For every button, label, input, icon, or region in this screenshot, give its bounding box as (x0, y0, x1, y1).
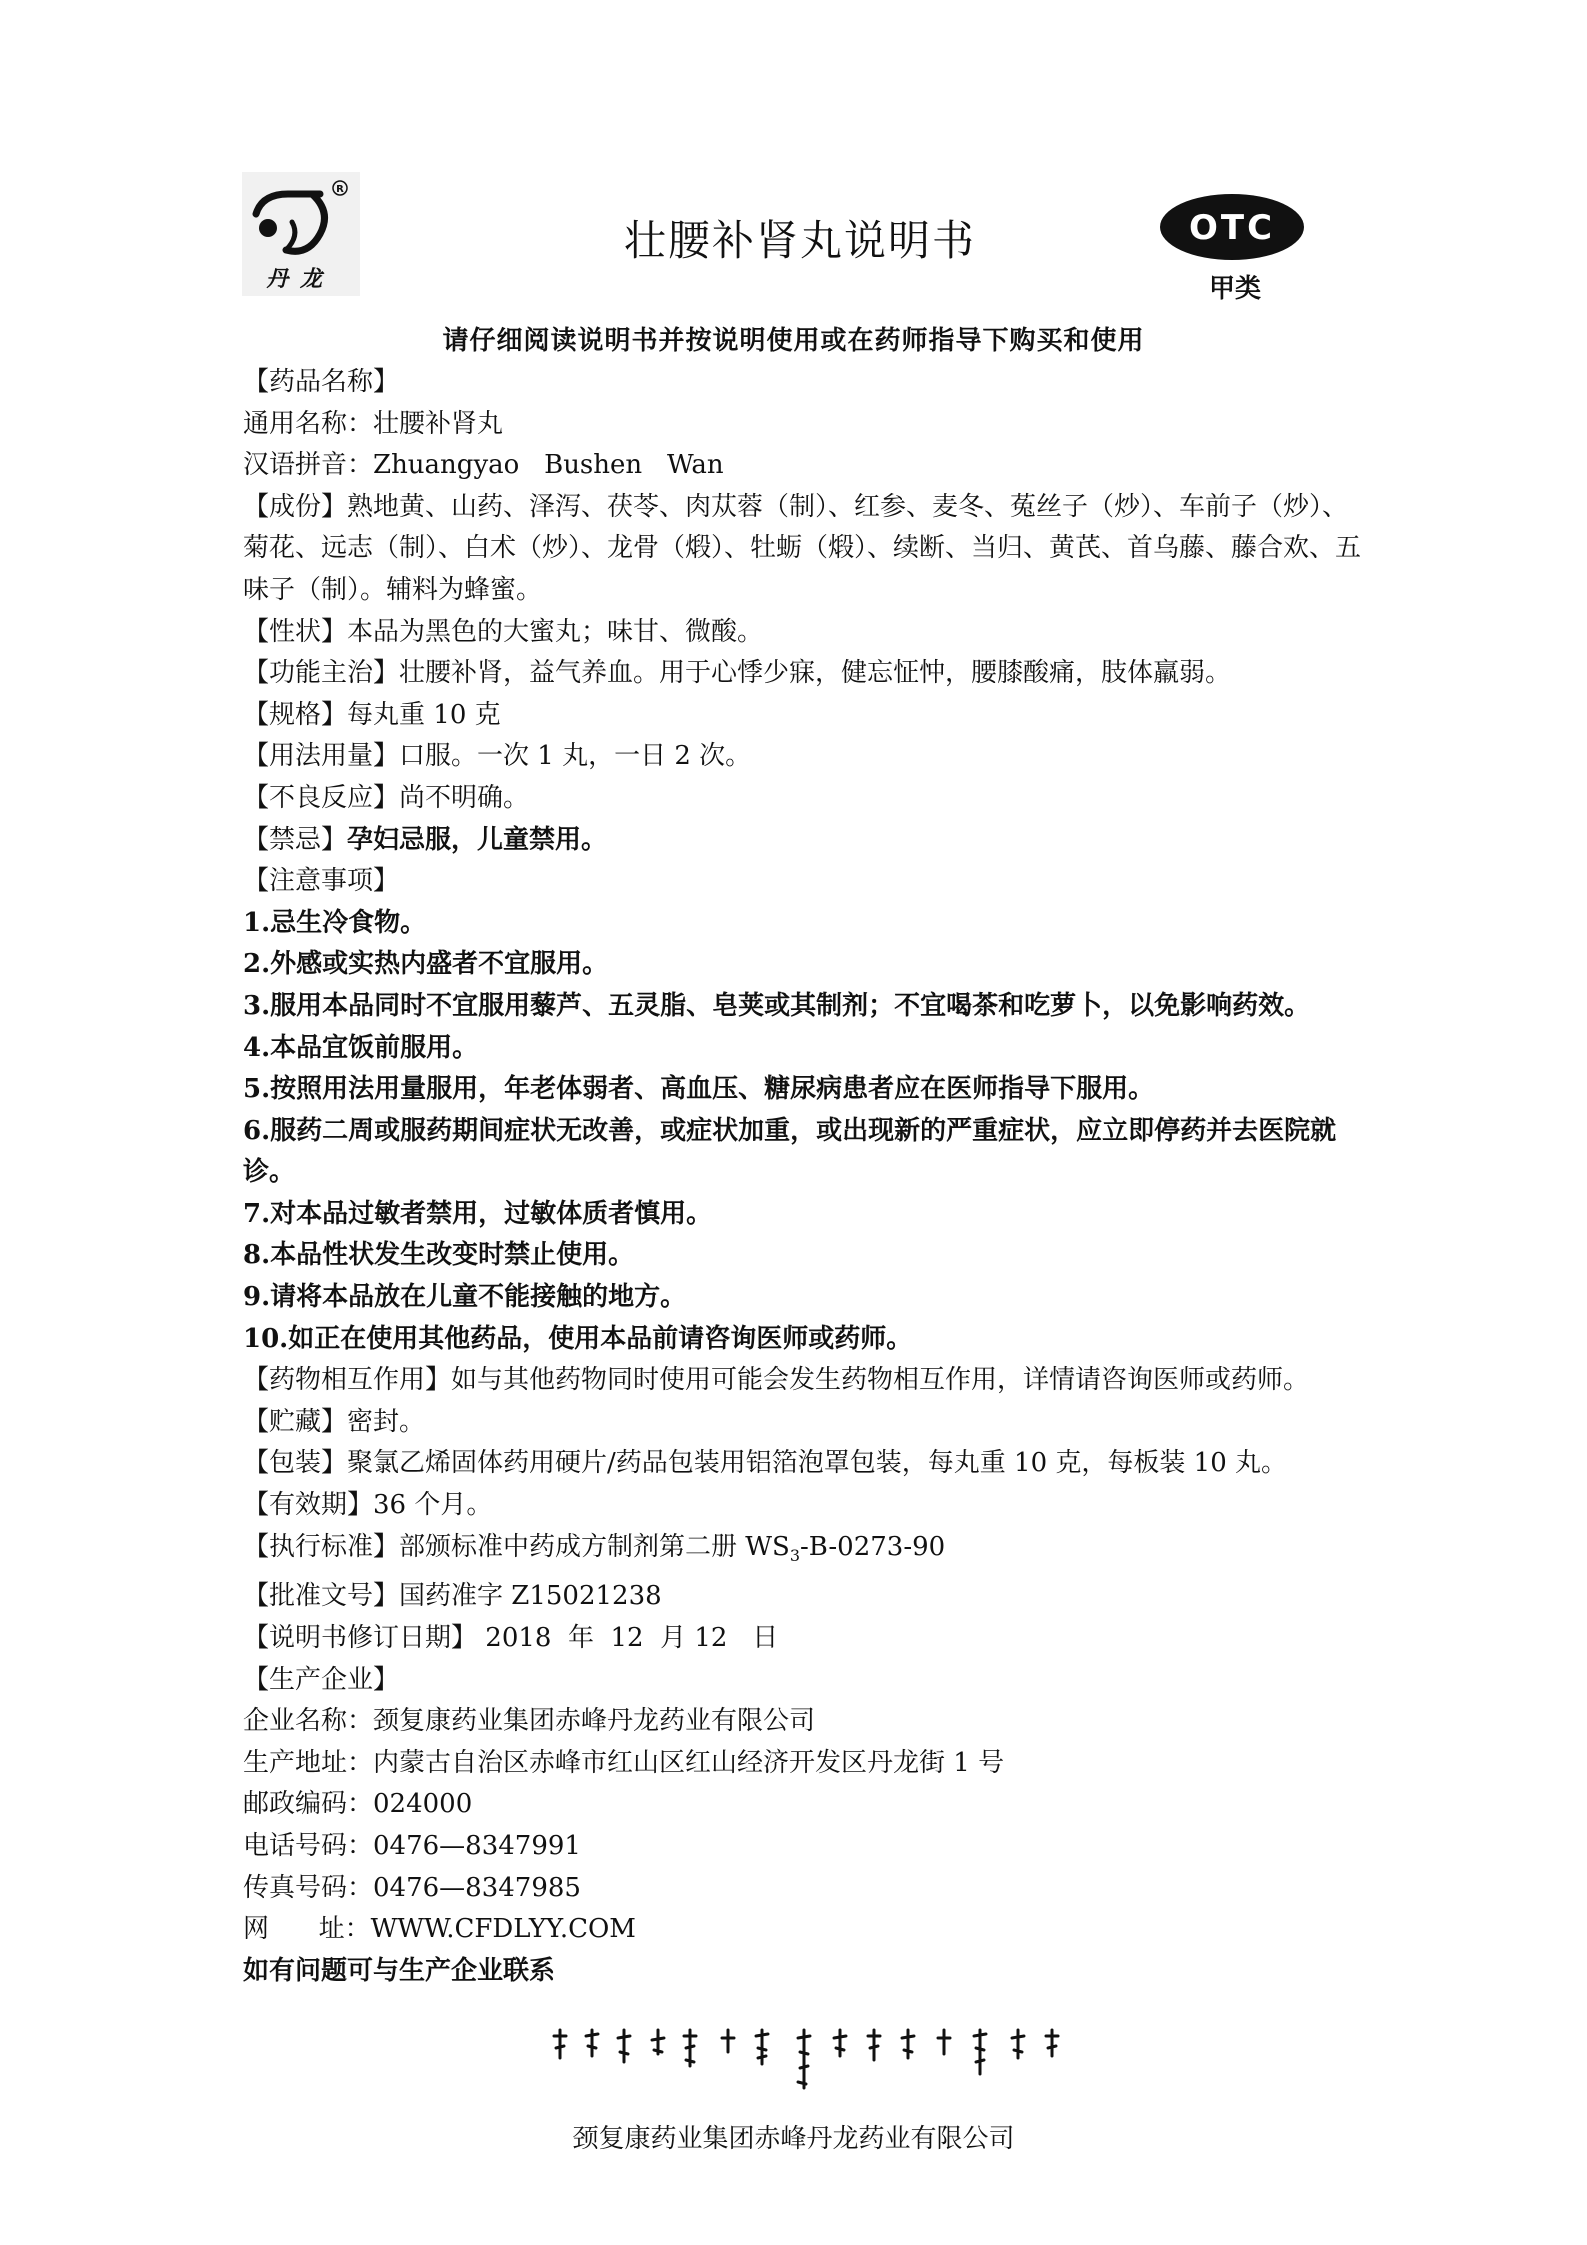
precaution-item: 3.服用本品同时不宜服用藜芦、五灵脂、皂荚或其制剂；不宜喝茶和吃萝卜，以免影响药效。 (243, 990, 1311, 1021)
precaution-item: 9.请将本品放在儿童不能接触的地方。 (243, 1282, 687, 1313)
approval-number (243, 1576, 1373, 1618)
dosage (243, 736, 1373, 778)
properties-text: 本品为黑色的大蜜丸；味甘、微酸。 (347, 616, 764, 647)
advisory-notice: 请仔细阅读说明书并按说明使用或在药师指导下购买和使用 (442, 326, 1145, 356)
ingredients-text: 熟地黄、山药、泽泻、茯苓、肉苁蓉（制）、红参、麦冬、菟丝子（炒）、车前子（炒）、菊花、远志（制）、白术（炒）、龙骨（煅）、牡蛎（煅）、续断、当归、黄芪、首乌藤、藤合欢、五味子（制）。辅料为蜂蜜。 (243, 491, 1362, 605)
precautions-heading: 【注意事项】 (243, 866, 400, 897)
storage-text: 密封。 (347, 1406, 426, 1437)
precaution-item: 4.本品宜饭前服用。 (243, 1032, 479, 1063)
drug-interactions (243, 1360, 1373, 1402)
approval-text: 国药准字 Z15021238 (399, 1581, 662, 1612)
validity (243, 1485, 1373, 1527)
otc-label: OTC (1188, 208, 1276, 248)
manufacturer-heading: 【生产企业】 (243, 1664, 400, 1695)
standard (243, 1527, 1373, 1577)
packaging (243, 1443, 1373, 1485)
phone: 电话号码：0476—8347991 (243, 1830, 581, 1861)
package-text: 聚氯乙烯固体药用硬片/药品包装用铝箔泡罩包装，每丸重 10 克，每板装 10 丸。 (347, 1448, 1288, 1479)
pinyin-name: 汉语拼音：Zhuangyao Bushen Wan (243, 450, 724, 481)
properties (243, 612, 1373, 654)
validity-label: 【有效期】 (243, 1490, 374, 1521)
standard-text-suffix: -B-0273-90 (800, 1531, 946, 1562)
precaution-item: 7.对本品过敏者禁用，过敏体质者慎用。 (243, 1198, 713, 1229)
precaution-item: 2.外感或实热内盛者不宜服用。 (243, 949, 609, 980)
adverse-reactions (243, 778, 1373, 820)
dosage-label: 【用法用量】 (243, 741, 400, 772)
contra-label: 【禁忌】 (243, 824, 348, 855)
interaction-text: 如与其他药物同时使用可能会发生药物相互作用，详情请咨询医师或药师。 (451, 1365, 1310, 1396)
standard-label: 【执行标准】 (243, 1531, 400, 1562)
ingredients (243, 487, 1373, 612)
leaflet-body (243, 362, 1373, 1992)
indications (243, 653, 1373, 695)
specification (243, 695, 1373, 737)
ingredients-label: 【成份】 (243, 491, 348, 522)
indications-label: 【功能主治】 (243, 658, 400, 689)
storage (243, 1402, 1373, 1444)
drug-name-heading: 【药品名称】 (243, 367, 400, 397)
company-name: 企业名称：颈复康药业集团赤峰丹龙药业有限公司 (243, 1706, 816, 1737)
indications-text: 壮腰补肾，益气养血。用于心悸少寐，健忘怔忡，腰膝酸痛，肢体羸弱。 (399, 658, 1232, 689)
brand-name: 丹龙 (265, 267, 334, 292)
precaution-item: 8.本品性状发生改变时禁止使用。 (243, 1240, 635, 1271)
revision-date (243, 1618, 1373, 1660)
standard-subscript: 3 (789, 1545, 801, 1565)
interaction-label: 【药物相互作用】 (243, 1365, 452, 1396)
contra-text: 孕妇忌服，儿童禁用。 (347, 824, 608, 855)
properties-label: 【性状】 (243, 616, 348, 647)
standard-text: 部颁标准中药成方制剂第二册 WS (399, 1531, 790, 1562)
address: 生产地址：内蒙古自治区赤峰市红山区红山经济开发区丹龙街 1 号 (243, 1747, 1005, 1778)
contact-note: 如有问题可与生产企业联系 (243, 1955, 556, 1986)
fax: 传真号码：0476—8347985 (243, 1872, 581, 1903)
approval-label: 【批准文号】 (243, 1581, 400, 1612)
precaution-item: 10.如正在使用其他药品，使用本品前请咨询医师或药师。 (243, 1323, 913, 1354)
storage-label: 【贮藏】 (243, 1406, 348, 1437)
otc-class-label: 甲类 (1208, 274, 1261, 304)
contraindications (243, 820, 1373, 862)
footer-company: 颈复康药业集团赤峰丹龙药业有限公司 (572, 2124, 1015, 2154)
postcode: 邮政编码：024000 (243, 1789, 473, 1820)
spec-label: 【规格】 (243, 699, 348, 730)
precaution-item: 1.忌生冷食物。 (243, 907, 427, 938)
adverse-label: 【不良反应】 (243, 782, 400, 813)
dosage-text: 口服。一次 1 丸，一日 2 次。 (399, 741, 752, 772)
precaution-item: 5.按照用法用量服用，年老体弱者、高血压、糖尿病患者应在医师指导下服用。 (243, 1074, 1155, 1105)
mongolian-script-image (540, 2018, 1080, 2108)
otc-badge (1158, 192, 1306, 262)
revision-text: 2018 年 12 月 12 日 (477, 1623, 779, 1653)
spec-text: 每丸重 10 克 (347, 699, 501, 730)
validity-text: 36 个月。 (373, 1490, 493, 1521)
revision-label: 【说明书修订日期】 (243, 1623, 478, 1653)
document-title: 壮腰补肾丸说明书 (623, 216, 976, 265)
package-label: 【包装】 (243, 1448, 348, 1479)
generic-name: 通用名称：壮腰补肾丸 (243, 408, 504, 439)
adverse-text: 尚不明确。 (399, 782, 530, 813)
svg-text:R: R (336, 184, 344, 195)
website: 网 址：WWW.CFDLYY.COM (243, 1914, 636, 1945)
precaution-item: 6.服药二周或服药期间症状无改善，或症状加重，或出现新的严重症状，应立即停药并去医院就诊。 (243, 1115, 1337, 1188)
